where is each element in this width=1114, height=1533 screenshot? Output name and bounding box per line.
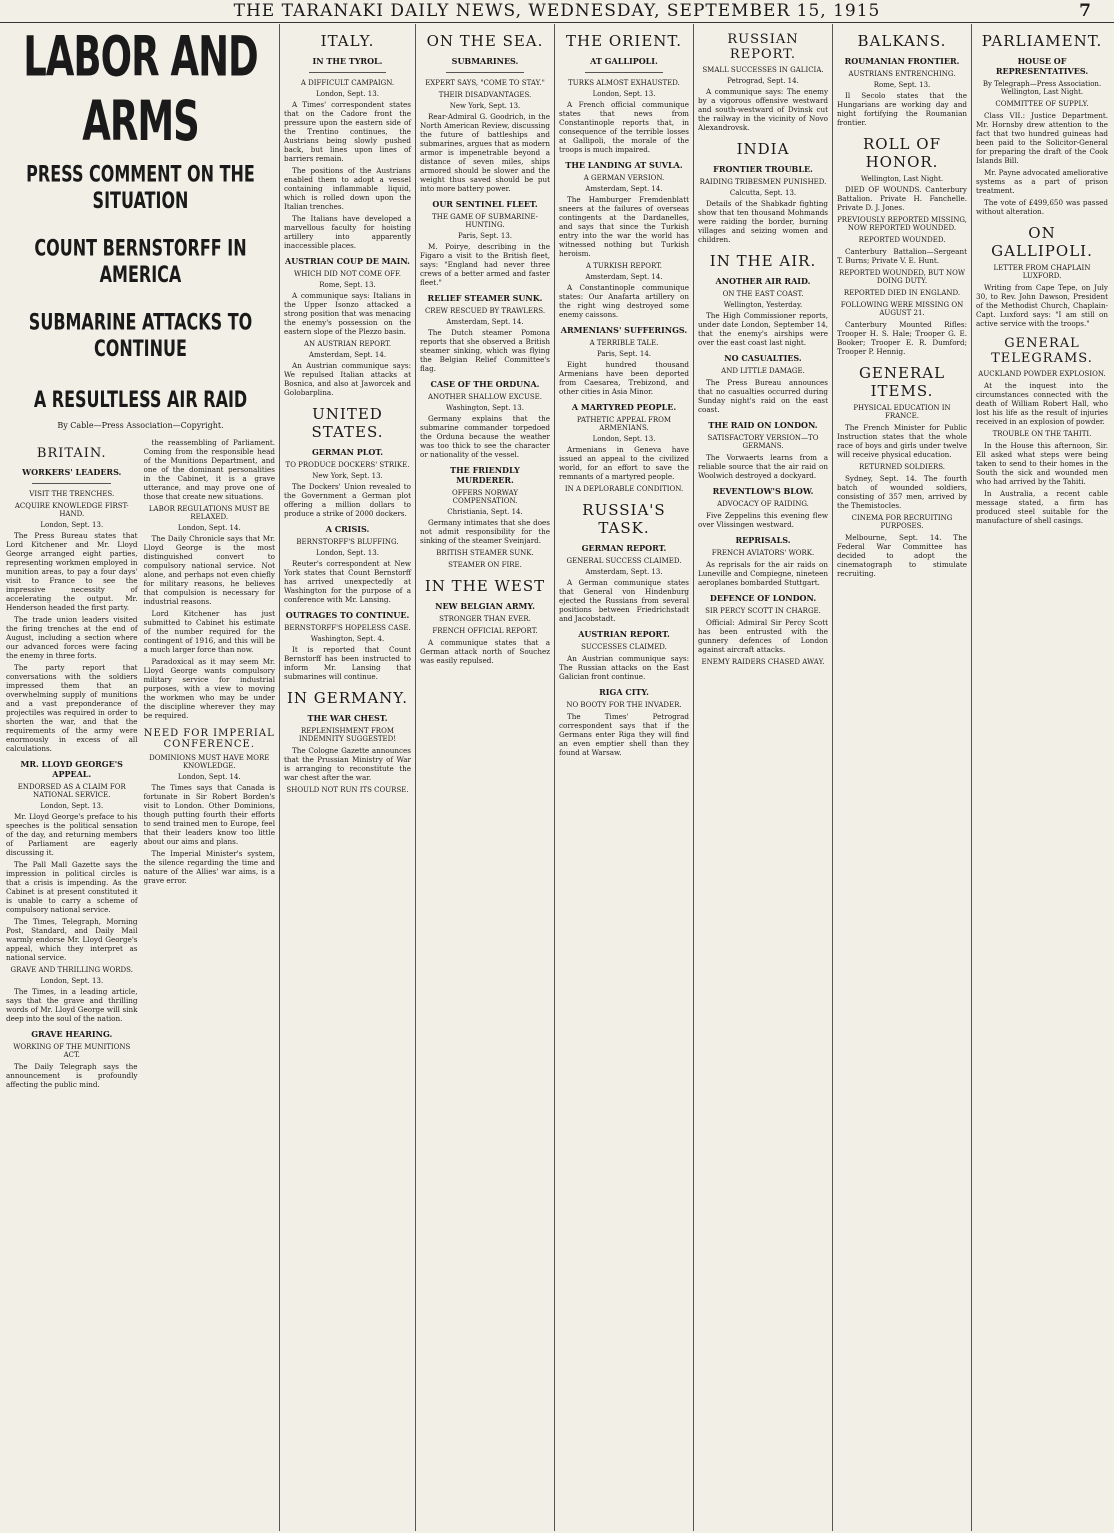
paragraph: An Austrian communique says: We repulsed Italian attacks at Bosnica, and also at Jaworcek and Golobarplina.: [284, 361, 411, 397]
sub-heading: CASE OF THE ORDUNA.: [430, 379, 540, 389]
minor-heading: REPLENISHMENT FROM INDEMNITY SUGGESTED!: [298, 727, 397, 743]
section-russian-report: RUSSIAN REPORT.: [727, 32, 799, 62]
sub-heading: THE RAID ON LONDON.: [708, 420, 818, 430]
paragraph: The High Commissioner reports, under date London, September 14, that the enemy's airships were over the east coast last night.: [698, 311, 828, 347]
paragraph: An Austrian communique says: The Russian attacks on the East Galician front continue.: [559, 654, 689, 681]
section-on-gallipoli: ON GALLIPOLI.: [991, 224, 1093, 260]
masthead-title: THE TARANAKI DAILY NEWS, WEDNESDAY, SEPTEMBER 15, 1915: [233, 1, 881, 21]
minor-heading: BRITISH STEAMER SUNK.: [436, 549, 534, 557]
sub-heading: THE WAR CHEST.: [307, 713, 388, 723]
paragraph: The Italians have developed a marvellous faculty for hoisting artillery into apparently inaccessible places.: [284, 214, 411, 250]
paragraph: Official: Admiral Sir Percy Scott has been entrusted with the gunnery defences of London against aircraft attacks.: [698, 618, 828, 654]
dateline: London, Sept. 13.: [592, 90, 656, 98]
byline: By Cable—Press Association—Copyright.: [57, 421, 224, 430]
dateline: London, Sept. 13.: [592, 435, 656, 443]
paragraph: The Imperial Minister's system, the silence regarding the time and nature of the Allies' war aims, is a grave error.: [143, 849, 275, 885]
minor-heading: GENERAL SUCCESS CLAIMED.: [566, 557, 682, 565]
minor-heading: RETURNED SOLDIERS.: [858, 463, 945, 471]
section-united-states: UNITED STATES.: [311, 405, 384, 441]
paragraph: Canterbury Battalion—Sergeant T. Burns; Private V. E. Hunt.: [837, 247, 967, 265]
paragraph: Writing from Cape Tepe, on July 30, to Rev. John Dawson, President of the Methodist Church, Chaplain-Capt. Luxford says: "I am still on active service with the troops.": [976, 283, 1108, 328]
minor-heading: STRONGER THAN EVER.: [439, 615, 531, 623]
paragraph: The Press Bureau announces that no casualties occurred during Sunday night's raid on the east coast.: [698, 378, 828, 414]
paragraph: The Press Bureau states that Lord Kitchener and Mr. Lloyd George arranged eight parties, representing workmen employed in munition areas, to pay a four days' visit to France to see the impressive necessity of accelerating the output. Mr. Henderson headed the first party.: [6, 531, 138, 612]
paragraph: The positions of the Austrians enabled them to adopt a vessel containing inflammable liquid, which is rolled down upon the Italian trenches.: [284, 166, 411, 211]
paragraph: The Vorwaerts learns from a reliable source that the air raid on Woolwich destroyed a dockyard.: [698, 453, 828, 480]
sub-grave-hearing: GRAVE HEARING.: [31, 1029, 113, 1039]
minor-heading: AUCKLAND POWDER EXPLOSION.: [978, 370, 1106, 378]
column-italy: [280, 24, 416, 1531]
sub-heading: ANOTHER AIR RAID.: [715, 276, 811, 286]
minor-heading: TROUBLE ON THE TAHITI.: [992, 430, 1092, 438]
sub-heading: THE LANDING AT SUVLA.: [565, 160, 683, 170]
page-number: 7: [1079, 1, 1092, 21]
dateline: Rome, Sept. 13.: [873, 81, 931, 89]
paragraph: It is reported that Count Bernstorff has been instructed to inform Mr. Lansing that submarines will continue.: [284, 645, 411, 681]
paragraph: Mr. Lloyd George's preface to his speeches is the political sensation of the day, and returning members of Parliament are eagerly discussing it.: [6, 812, 138, 857]
sub-heading: REVENTLOW'S BLOW.: [712, 486, 814, 496]
minor-heading: NO BOOTY FOR THE INVADER.: [566, 701, 682, 709]
paragraph: Germany explains that the submarine commander torpedoed the Orduna because the weather was too thick to see the character or nationality of the vessel.: [420, 414, 550, 459]
minor-heading: REPORTED DIED IN ENGLAND.: [843, 289, 961, 297]
section-balkans: BALKANS.: [857, 32, 947, 50]
sub-heading: HOUSE OF REPRESENTATIVES.: [995, 56, 1089, 76]
minor-heading: THEIR DISADVANTAGES.: [438, 91, 532, 99]
dateline: London, Sept. 14.: [177, 773, 241, 781]
paragraph: A German communique states that General von Hindenburg ejected the Russians from several positions between Friedrichstadt and Jacobstadt.: [559, 578, 689, 623]
minor-heading: PREVIOUSLY REPORTED MISSING, NOW REPORTED WOUNDED.: [837, 216, 967, 232]
sub-heading: FRONTIER TROUBLE.: [713, 164, 813, 174]
minor-heading: IN A DEPLORABLE CONDITION.: [564, 485, 684, 493]
minor-heading: ENDORSED AS A CLAIM FOR NATIONAL SERVICE.: [17, 783, 126, 799]
minor-heading: THE GAME OF SUBMARINE-HUNTING.: [432, 213, 538, 229]
paragraph: Germany intimates that she does not admit responsibility for the sinking of the steamer Sveinjard.: [420, 518, 550, 545]
dateline: Paris, Sept. 13.: [457, 232, 512, 240]
minor-heading: SIR PERCY SCOTT IN CHARGE.: [705, 607, 821, 615]
minor-heading: DOMINIONS MUST HAVE MORE KNOWLEDGE.: [149, 754, 270, 770]
minor-heading: LETTER FROM CHAPLAIN LUXFORD.: [993, 264, 1091, 280]
paragraph: The Pall Mall Gazette says the impression in political circles is that a crisis is impending. As the Cabinet is at present constituted it is unable to carry a scheme of compulsory national service.: [6, 860, 138, 914]
paragraph: As reprisals for the air raids on Luneville and Compiegne, nineteen aeroplanes bombarded Stuttgart.: [698, 560, 828, 587]
paragraph: A communique states that a German attack north of Souchez was easily repulsed.: [420, 638, 550, 665]
paragraph: A communique says: Italians in the Upper Isonzo attacked a strong position that was menacing the enemy's possession on the eastern slope of the Plezzo basin.: [284, 291, 411, 336]
sub-heading: IN THE TYROL.: [312, 56, 383, 66]
paragraph: Armenians in Geneva have issued an appeal to the civilized world, for an effort to save the remnants of a martyred people.: [559, 445, 689, 481]
paragraph: the reassembling of Parliament. Coming from the responsible head of the Munitions Department, and one of the dominant personalities in the Cabinet, it is a grave utterance, and may prove one of those that create new situations.: [143, 438, 275, 501]
minor-heading: SHOULD NOT RUN ITS COURSE.: [286, 786, 409, 794]
dateline: London, Sept. 13.: [316, 90, 379, 98]
sub-heading: ROUMANIAN FRONTIER.: [844, 56, 960, 66]
masthead: [0, 0, 1114, 23]
column-the-orient: [555, 24, 694, 1531]
dateline: Petrograd, Sept. 14.: [727, 77, 799, 85]
minor-heading: PATHETIC APPEAL FROM ARMENIANS.: [576, 416, 672, 432]
paragraph: In the House this afternoon, Sir. Ell asked what steps were being taken to send to their homes in the South the sick and wounded men who had arrived by the Tahiti.: [976, 441, 1108, 486]
dateline: London, Sept. 13.: [40, 802, 104, 810]
minor-heading: REPORTED WOUNDED.: [858, 236, 946, 244]
dateline: Wellington, Last Night.: [860, 175, 944, 183]
sub-heading: THE FRIENDLY MURDERER.: [450, 465, 520, 485]
minor-heading: A TERRIBLE TALE.: [589, 339, 659, 347]
dateline: Amsterdam, Sept. 14.: [585, 185, 663, 193]
sub-heading: RIGA CITY.: [599, 687, 649, 697]
headline-submarine: SUBMARINE ATTACKS TO CONTINUE: [28, 308, 253, 362]
paragraph: Class VII.: Justice Department. Mr. Hornsby drew attention to the fact that two hundred guineas had been paid to the Solicitor-General for preparing the draft of the Cook Islands Bill.: [976, 111, 1108, 165]
dateline: London, Sept. 13.: [40, 977, 104, 985]
section-roll-of-honor: ROLL OF HONOR.: [863, 135, 941, 171]
main-headline: LABOR AND ARMS: [23, 24, 258, 154]
dateline: Christiania, Sept. 14.: [447, 508, 523, 516]
minor-heading: A GERMAN VERSION.: [583, 174, 665, 182]
minor-heading: CREW RESCUED BY TRAWLERS.: [424, 307, 546, 315]
paragraph: The Times, Telegraph, Morning Post, Standard, and Daily Mail warmly endorse Mr. Lloyd George's appeal, which they interpret as national service.: [6, 917, 138, 962]
paragraph: Lord Kitchener has just submitted to Cabinet his estimate of the number required for the contingent of 1916, and this will be a much larger force than now.: [143, 609, 275, 654]
paragraph: The Dockers' Union revealed to the Government a German plot offering a million dollars to produce a strike of 2000 dockers.: [284, 482, 411, 518]
paragraph: In Australia, a recent cable message stated, a firm has produced steel suitable for the manufacture of shell casings.: [976, 489, 1108, 525]
headline-press-comment: PRESS COMMENT ON THE SITUATION: [26, 160, 255, 214]
column-russian-report: [694, 24, 833, 1531]
section-britain: BRITAIN.: [36, 446, 107, 461]
minor-heading: WHICH DID NOT COME OFF.: [294, 270, 401, 278]
minor-heading: FRENCH AVIATORS' WORK.: [711, 549, 815, 557]
minor-heading: FOLLOWING WERE MISSING ON AUGUST 21.: [840, 301, 964, 317]
paragraph: Rear-Admiral G. Goodrich, in the North American Review, discussing the future of battleships and submarines, argues that as modern armor is impenetrable beyond a distance of seven miles, ships armored should be slower and the weight thus saved should be put into more battery power.: [420, 112, 550, 193]
minor-heading: VISIT THE TRENCHES.: [29, 490, 115, 498]
paragraph: A Times' correspondent states that on the Cadore front the pressure upon the eastern side of the Trentino continues, the Austrians being slowly pushed back, but lines upon lines of barriers remain.: [284, 100, 411, 163]
minor-heading: COMMITTEE OF SUPPLY.: [995, 100, 1089, 108]
sub-heading: AUSTRIAN COUP DE MAIN.: [285, 256, 410, 266]
divider: [446, 72, 524, 73]
paragraph: At the inquest into the circumstances connected with the death of William Robert Hall, who lost his life as the result of injuries received in an explosion of powder.: [976, 381, 1108, 426]
paragraph: M. Poirye, describing in the Figaro a visit to the British fleet, says: "England had never three crews of a better armed and faster fleet.": [420, 242, 550, 287]
sub-workers-leaders: WORKERS' LEADERS.: [22, 467, 122, 477]
minor-heading: ON THE EAST COAST.: [722, 290, 804, 298]
paragraph: Melbourne, Sept. 14. The Federal War Committee has decided to adopt the cinematograph to stimulate recruiting.: [837, 533, 967, 578]
paragraph: Canterbury Mounted Rifles: Trooper H. S. Hale; Trooper G. E. Booker; Trooper E. R. Dumford; Trooper P. Hennig.: [837, 320, 967, 356]
paragraph: The French Minister for Public Instruction states that the whole race of boys and girls under twelve will receive physical education.: [837, 423, 967, 459]
dateline: Amsterdam, Sept. 14.: [446, 318, 524, 326]
sub-heading: A MARTYRED PEOPLE.: [571, 402, 677, 412]
minor-heading: PHYSICAL EDUCATION IN FRANCE.: [853, 404, 951, 420]
paragraph: The party report that conversations with the soldiers impressed them that an overwhelming supply of munitions and a vast preponderance of projectiles was required in order to shorten the war, and that the requirements of the army were enormously in excess of all calculations.: [6, 663, 138, 753]
paragraph: Sydney, Sept. 14. The fourth batch of wounded soldiers, consisting of 357 men, arrived by the Themistocles.: [837, 474, 967, 510]
minor-heading: WORKING OF THE MUNITIONS ACT.: [13, 1043, 131, 1059]
byline: By Telegraph—Press Association. Wellington, Last Night.: [982, 80, 1102, 96]
minor-heading: BERNSTORFF'S BLUFFING.: [296, 538, 399, 546]
section-italy: ITALY.: [320, 32, 375, 50]
headline-bernstorff: COUNT BERNSTORFF IN AMERICA: [34, 234, 247, 288]
sub-heading: RELIEF STEAMER SUNK.: [427, 293, 543, 303]
sub-heading: OUR SENTINEL FLEET.: [432, 199, 538, 209]
section-russias-task: RUSSIA'S TASK.: [582, 501, 666, 537]
minor-heading: SATISFACTORY VERSION—TO GERMANS.: [707, 434, 819, 450]
paragraph: The Times says that Canada is fortunate in Sir Robert Borden's visit to London. Other Dominions, though putting fourth their efforts to send trained men to Europe, feel that their leaders know too little about our aims and plans.: [143, 783, 275, 846]
divider: [309, 72, 385, 73]
minor-heading: EXPERT SAYS, "COME TO STAY.": [425, 79, 545, 87]
paragraph: The vote of £499,650 was passed without alteration.: [976, 198, 1108, 216]
dateline: London, Sept. 14.: [177, 524, 241, 532]
sub-heading: OUTRAGES TO CONTINUE.: [285, 610, 410, 620]
dateline: Washington, Sept. 13.: [446, 404, 524, 412]
minor-heading: RAIDING TRIBESMEN PUNISHED.: [699, 178, 827, 186]
minor-heading: CINEMA FOR RECRUITING PURPOSES.: [851, 514, 953, 530]
divider: [585, 72, 663, 73]
minor-heading: GRAVE AND THRILLING WORDS.: [10, 966, 133, 974]
section-in-the-west: IN THE WEST: [424, 577, 546, 595]
dateline: New York, Sept. 13.: [449, 102, 521, 110]
dateline: London, Sept. 13.: [316, 549, 379, 557]
sub-heading: AT GALLIPOLI.: [590, 56, 658, 66]
paragraph: The Dutch steamer Pomona reports that she observed a British steamer sinking, which was flying the Belgian Relief Committee's flag.: [420, 328, 550, 373]
sub-heading: A CRISIS.: [325, 524, 370, 534]
section-on-the-sea: ON THE SEA.: [426, 32, 544, 50]
paragraph: A communique says: The enemy by a vigorous offensive westward and south-westward of Dvinsk cut the railway in the vicinity of Novo Alexandrovsk.: [698, 87, 828, 132]
paragraph: The Daily Telegraph says the announcement is profoundly affecting the public mind.: [6, 1062, 138, 1089]
divider: [32, 483, 111, 484]
column-parliament: [972, 24, 1112, 1531]
minor-heading: STEAMER ON FIRE.: [448, 561, 522, 569]
dateline: Paris, Sept. 14.: [596, 350, 651, 358]
paragraph: DIED OF WOUNDS. Canterbury Battalion. Private H. Fanchelle. Private D. J. Jones.: [837, 185, 967, 212]
minor-heading: LABOR REGULATIONS MUST BE RELAXED.: [148, 505, 270, 521]
sub-heading: GERMAN PLOT.: [311, 447, 384, 457]
col1-split: [6, 438, 275, 1092]
dateline: Rome, Sept. 13.: [319, 281, 376, 289]
section-the-orient: THE ORIENT.: [566, 32, 682, 50]
minor-heading: FRENCH OFFICIAL REPORT.: [432, 627, 538, 635]
minor-heading: ACQUIRE KNOWLEDGE FIRST-HAND.: [14, 502, 129, 518]
column-on-the-sea: [416, 24, 555, 1531]
dateline: Washington, Sept. 4.: [310, 635, 385, 643]
paragraph: The Hamburger Fremdenblatt sneers at the failures of overseas contingents at the Dardanelles, and says that since the Turkish entry into the war the world has witnessed nothing but Turkish heroism.: [559, 195, 689, 258]
dateline: Amsterdam, Sept. 14.: [308, 351, 387, 359]
paragraph: Il Secolo states that the Hungarians are working day and night fortifying the Roumanian frontier.: [837, 91, 967, 127]
sub-heading: SUBMARINES.: [451, 56, 519, 66]
paragraph: The trade union leaders visited the firing trenches at the end of August, including a section where our advanced forces were facing the enemy in three forts.: [6, 615, 138, 660]
sub-heading: DEFENCE OF LONDON.: [709, 593, 817, 603]
dateline: Wellington, Yesterday.: [723, 301, 803, 309]
headline-air-raid: A RESULTLESS AIR RAID: [33, 386, 248, 413]
paragraph: Details of the Shabkadr fighting show that ten thousand Mohmands were raiding the border, burning villages and seizing women and children.: [698, 199, 828, 244]
paragraph: Eight hundred thousand Armenians have been deported from Caesarea, Trebizond, and other cities in Asia Minor.: [559, 360, 689, 396]
paragraph: Paradoxical as it may seem Mr. Lloyd George wants compulsory military service for industrial purposes, with a view to moving the workmen who may be under the discipline wherever they may be required.: [143, 657, 275, 720]
sub-heading: AUSTRIAN REPORT.: [578, 629, 670, 639]
minor-heading: REPORTED WOUNDED, BUT NOW DOING DUTY.: [838, 269, 966, 285]
minor-heading: AUSTRIANS ENTRENCHING.: [848, 70, 956, 78]
sub-imperial-conference: NEED FOR IMPERIAL CONFERENCE.: [143, 728, 275, 750]
minor-heading: BERNSTORFF'S HOPELESS CASE.: [284, 624, 411, 632]
minor-heading: OFFERS NORWAY COMPENSATION.: [451, 489, 519, 505]
paragraph: A French official communique states that news from Constantinople reports that, in consequence of the terrible losses at Gallipoli, the morale of the troops is much impaired.: [559, 100, 689, 154]
col1-right: [144, 438, 276, 1092]
minor-heading: A TURKISH REPORT.: [585, 262, 663, 270]
dateline: London, Sept. 13.: [40, 521, 104, 529]
minor-heading: ANOTHER SHALLOW EXCUSE.: [427, 393, 543, 401]
minor-heading: SUCCESSES CLAIMED.: [581, 643, 667, 651]
paragraph: Reuter's correspondent at New York states that Count Bernstorff has arrived unexpectedly at Washington for the purpose of a conference with Mr. Lansing.: [284, 559, 411, 604]
minor-heading: AND LITTLE DAMAGE.: [721, 367, 805, 375]
section-in-the-air: IN THE AIR.: [709, 252, 817, 270]
dateline: Amsterdam, Sept. 14.: [585, 273, 663, 281]
sub-heading: GERMAN REPORT.: [581, 543, 667, 553]
dateline: New York, Sept. 13.: [312, 472, 383, 480]
sub-heading: ARMENIANS' SUFFERINGS.: [560, 325, 688, 335]
minor-heading: TO PRODUCE DOCKERS' STRIKE.: [285, 461, 410, 469]
col1-left: [6, 438, 138, 1092]
minor-heading: AN AUSTRIAN REPORT.: [303, 340, 392, 348]
paragraph: A Constantinople communique states: Our Anafarta artillery on the right wing destroyed some enemy caissons.: [559, 283, 689, 319]
sub-heading: NO CASUALTIES.: [724, 353, 802, 363]
paragraph: The Times, in a leading article, says that the grave and thrilling words of Mr. Lloyd George will sink deep into the soul of the nation.: [6, 987, 138, 1023]
section-in-germany: IN GERMANY.: [286, 689, 409, 707]
minor-heading: TURKS ALMOST EXHAUSTED.: [568, 79, 680, 87]
minor-heading: ENEMY RAIDERS CHASED AWAY.: [701, 658, 825, 666]
minor-heading: A DIFFICULT CAMPAIGN.: [300, 79, 395, 87]
paragraph: Five Zeppelins this evening flew over Vlissingen westward.: [698, 511, 828, 529]
dateline: Calcutta, Sept. 13.: [729, 189, 797, 197]
paragraph: The Cologne Gazette announces that the Prussian Ministry of War is arranging to reconstitute the war chest after the war.: [284, 746, 411, 782]
section-general-telegrams: GENERAL TELEGRAMS.: [991, 336, 1093, 366]
paragraph: Mr. Payne advocated ameliorative systems as a part of prison treatment.: [976, 168, 1108, 195]
paragraph: The Times' Petrograd correspondent says that if the Germans enter Riga they will find an even emptier shell than they found at Warsaw.: [559, 712, 689, 757]
minor-heading: ADVOCACY OF RAIDING.: [717, 500, 809, 508]
paragraph: The Daily Chronicle says that Mr. Lloyd George is the most distinguished convert to compulsory national service. Not alone, and perhaps not even chiefly for military reasons, he believes that compulsion is necessary for industrial reasons.: [143, 534, 275, 606]
sub-heading: NEW BELGIAN ARMY.: [435, 601, 535, 611]
columns: [2, 24, 1112, 1531]
section-india: INDIA: [736, 140, 790, 158]
dateline: Amsterdam, Sept. 13.: [585, 568, 663, 576]
sub-heading: REPRISALS.: [735, 535, 791, 545]
sub-lloyd-george-appeal: MR. LLOYD GEORGE'S APPEAL.: [20, 759, 123, 779]
section-general-items: GENERAL ITEMS.: [858, 364, 946, 400]
column-balkans: [833, 24, 972, 1531]
column-labor-and-arms: [2, 24, 280, 1531]
section-parliament: PARLIAMENT.: [981, 32, 1103, 50]
minor-heading: SMALL SUCCESSES IN GALICIA.: [702, 66, 824, 74]
